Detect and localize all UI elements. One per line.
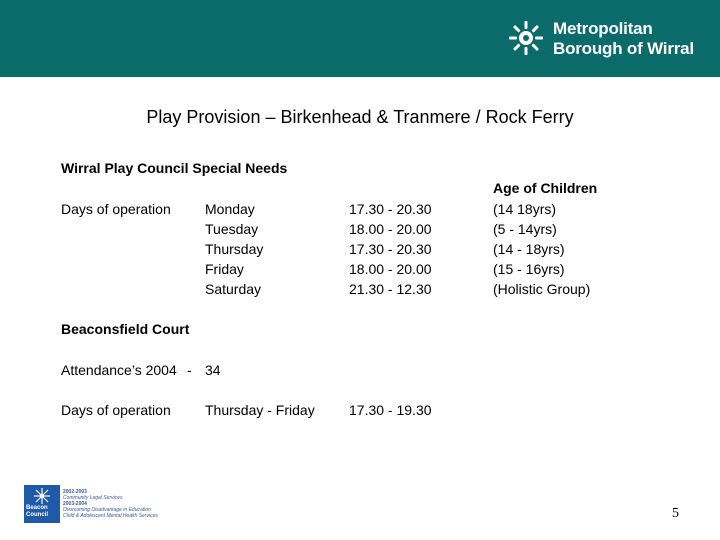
day-cell: Monday: [205, 201, 255, 217]
age-cell: (Holistic Group): [493, 281, 591, 297]
beacon-council-logo-text: Beacon Council: [26, 505, 48, 518]
beaconsfield-heading: Beaconsfield Court: [61, 321, 190, 337]
wirral-logo-icon: [508, 20, 544, 56]
page-number: 5: [672, 506, 679, 521]
award-line: Child & Adolescent Mental Health Services: [63, 513, 158, 519]
age-cell: (15 - 16yrs): [493, 261, 565, 277]
brand-name: [553, 19, 694, 59]
beaconsfield-days: Thursday - Friday: [205, 402, 315, 418]
award-line: Overcoming Disadvantage in Education: [63, 507, 151, 513]
beaconsfield-days-label: Days of operation: [61, 402, 171, 418]
award-line: Community Legal Services: [63, 495, 123, 501]
award-line: 2002-2003: [63, 489, 87, 495]
brand-line-2: Borough of Wirral: [553, 39, 694, 58]
attendance-separator: -: [187, 362, 192, 378]
time-cell: 21.30 - 12.30: [349, 281, 432, 297]
slide-title: Play Provision – Birkenhead & Tranmere / Rock Ferry: [146, 107, 574, 127]
day-cell: Thursday: [205, 241, 264, 257]
award-line: 2003-2004: [63, 501, 87, 507]
attendance-label: Attendance’s 2004: [61, 362, 177, 378]
footer-awards: [63, 489, 158, 519]
day-cell: Saturday: [205, 281, 262, 297]
time-cell: 17.30 - 20.30: [349, 201, 432, 217]
attendance-value: 34: [205, 362, 221, 378]
age-cell: (5 - 14yrs): [493, 221, 557, 237]
day-cell: Tuesday: [205, 221, 259, 237]
age-cell: (14 - 18yrs): [493, 241, 565, 257]
age-of-children-heading: Age of Children: [493, 180, 598, 196]
time-cell: 17.30 - 20.30: [349, 241, 432, 257]
brand-line-1: Metropolitan: [553, 19, 653, 38]
age-cell: (14 18yrs): [493, 201, 557, 217]
time-cell: 18.00 - 20.00: [349, 221, 432, 237]
special-needs-heading: Wirral Play Council Special Needs: [61, 160, 288, 176]
time-cell: 18.00 - 20.00: [349, 261, 432, 277]
beaconsfield-time: 17.30 - 19.30: [349, 402, 432, 418]
days-of-operation-label: Days of operation: [61, 201, 171, 217]
day-cell: Friday: [205, 261, 244, 277]
